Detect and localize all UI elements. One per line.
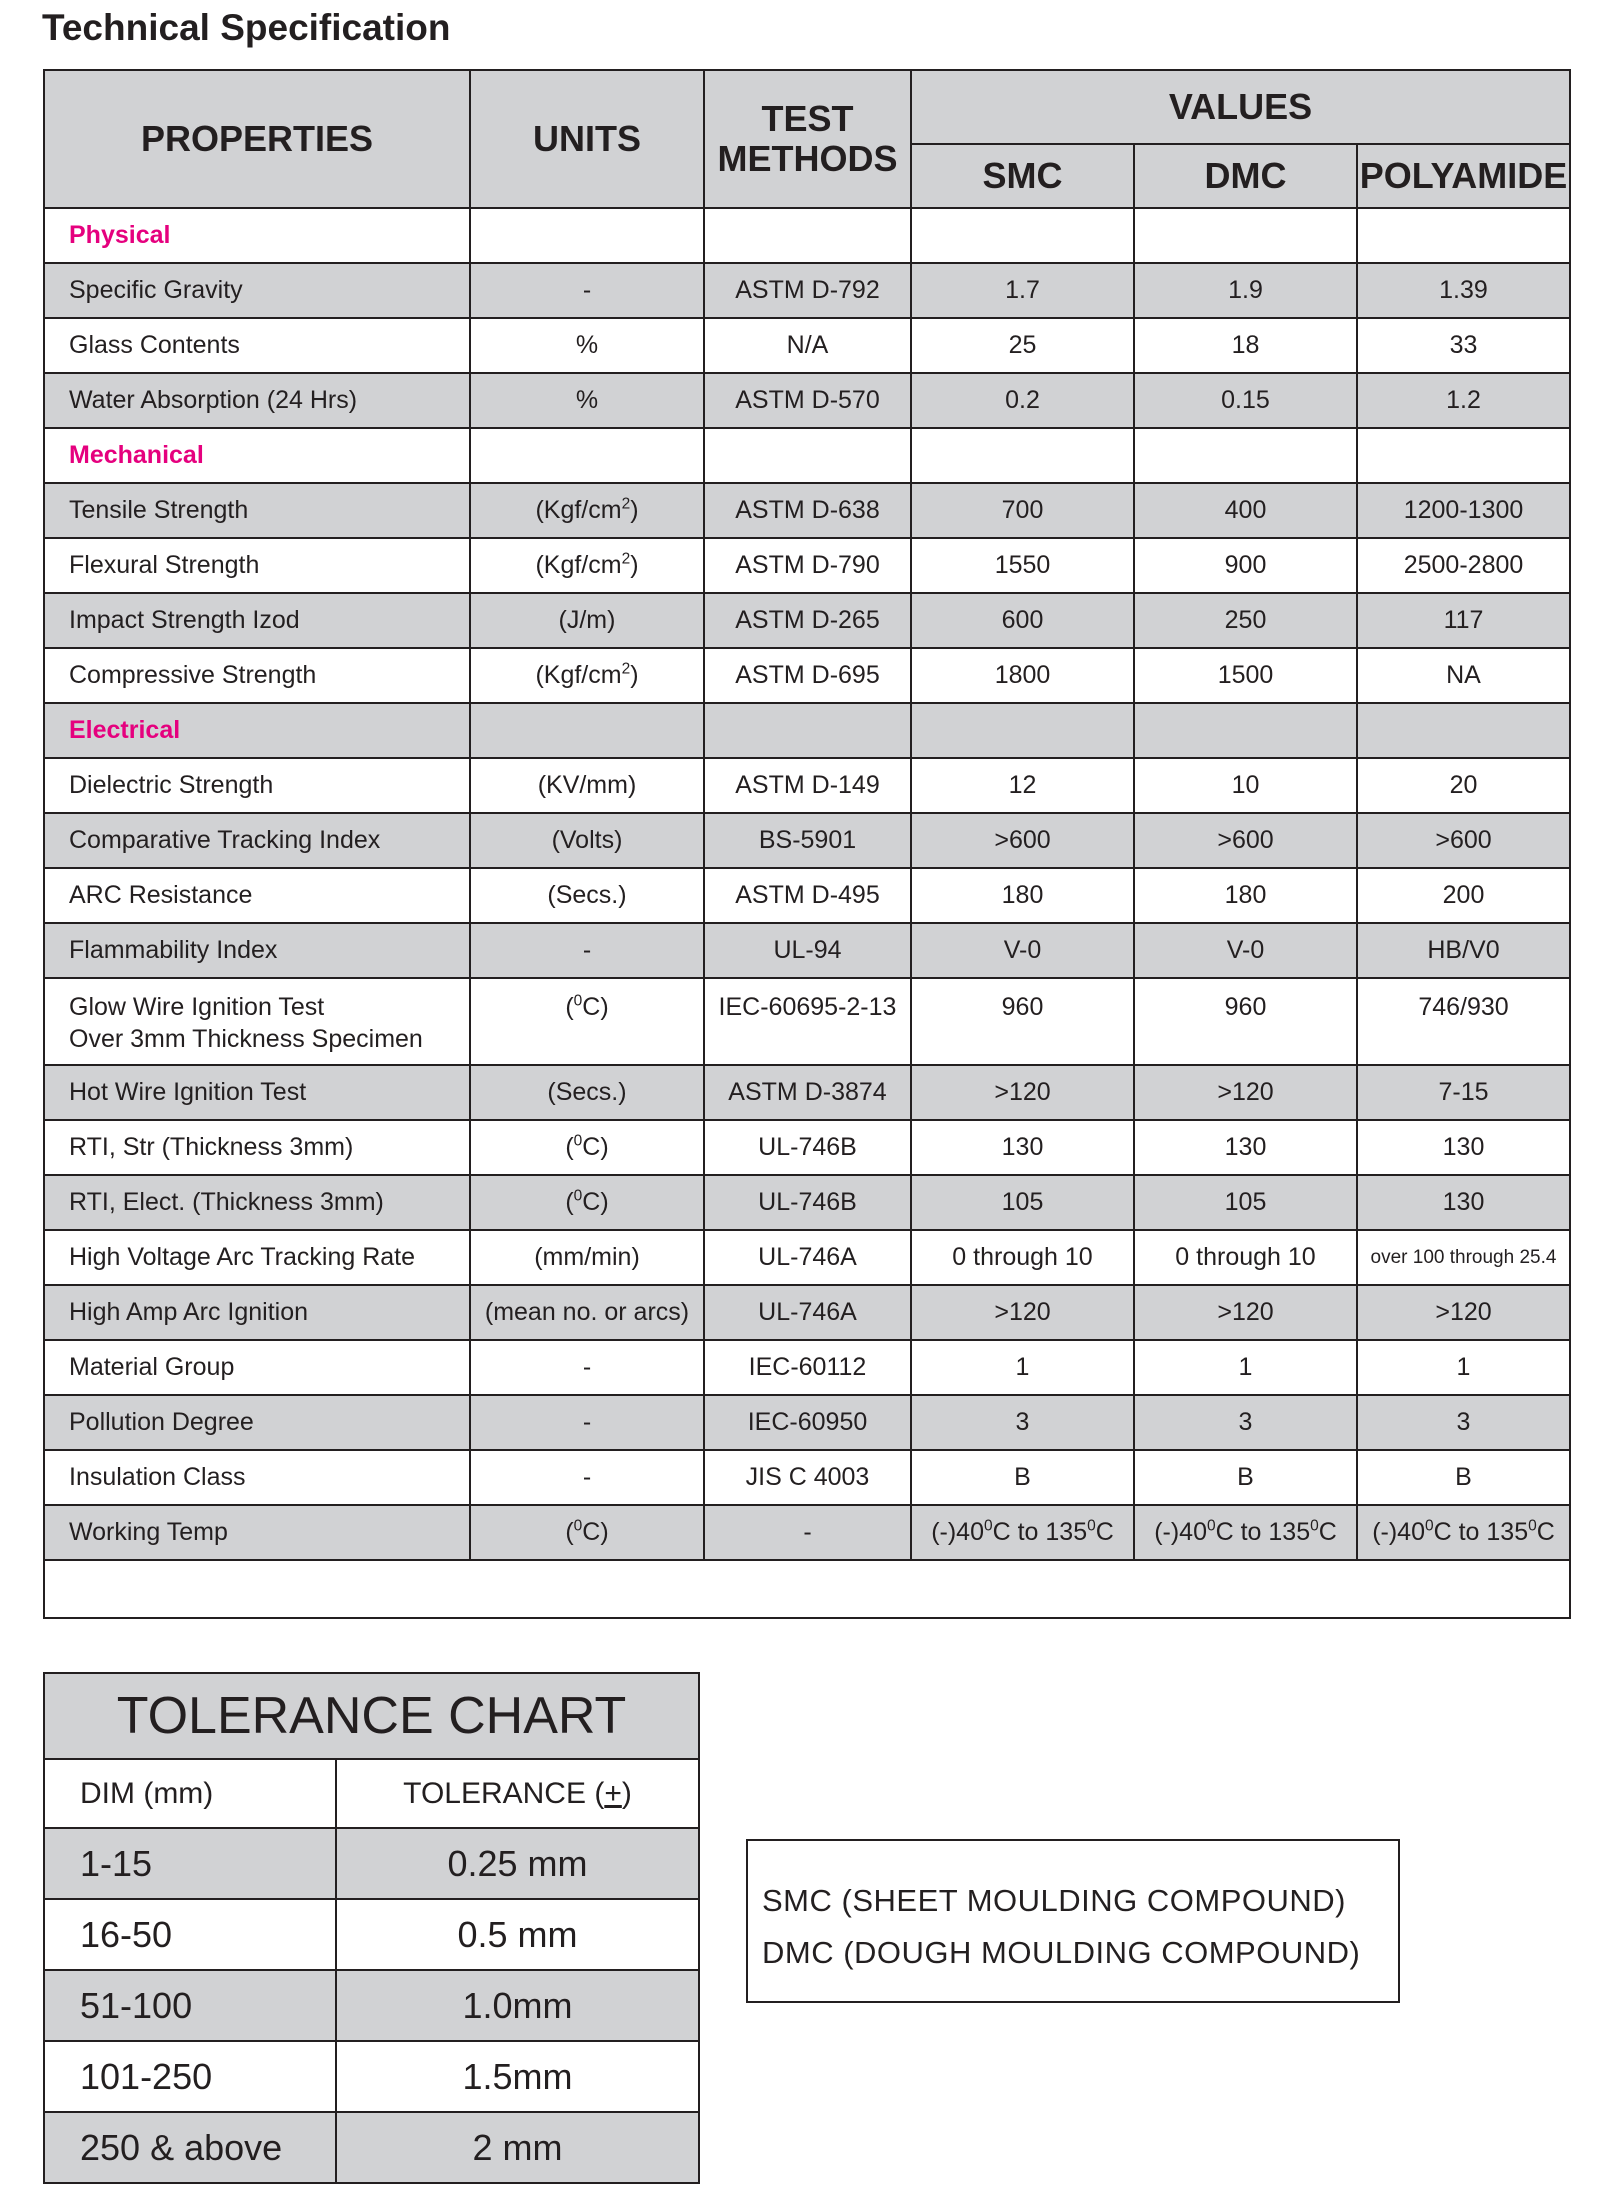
polyamide-cell: $(-)40^0C$ to $135^0C$: [1357, 1505, 1570, 1560]
tolerance-row: [44, 1970, 699, 2041]
dmc-cell: 180: [1134, 868, 1357, 923]
tolerance-row: [44, 2112, 699, 2183]
header-dmc: DMC: [1134, 144, 1357, 208]
property-cell: High Voltage Arc Tracking Rate: [44, 1230, 470, 1285]
method-cell: ASTM D-495: [704, 868, 911, 923]
polyamide-cell: 117: [1357, 593, 1570, 648]
plus-minus-symbol: +: [604, 1776, 622, 1810]
tolerance-row: [44, 2041, 699, 2112]
table-row: [44, 538, 1570, 593]
method-cell: JIS C 4003: [704, 1450, 911, 1505]
polyamide-cell: 1.39: [1357, 263, 1570, 318]
polyamide-cell: B: [1357, 1450, 1570, 1505]
tolerance-chart-title: TOLERANCE CHART: [44, 1673, 699, 1759]
units-cell: ($^0$C): [470, 1120, 704, 1175]
dmc-cell: 3: [1134, 1395, 1357, 1450]
table-row: [44, 1340, 1570, 1395]
table-row: [44, 593, 1570, 648]
property-cell: ARC Resistance: [44, 868, 470, 923]
property-cell: Impact Strength Izod: [44, 593, 470, 648]
method-cell: BS-5901: [704, 813, 911, 868]
property-cell: Dielectric Strength: [44, 758, 470, 813]
units-cell: (Secs.): [470, 1065, 704, 1120]
dmc-cell: $(-)40^0C$ to $135^0C$: [1134, 1505, 1357, 1560]
smc-cell: >120: [911, 1285, 1134, 1340]
polyamide-cell: 130: [1357, 1120, 1570, 1175]
units-cell: -: [470, 1340, 704, 1395]
polyamide-cell: >600: [1357, 813, 1570, 868]
smc-cell: 700: [911, 483, 1134, 538]
smc-cell: B: [911, 1450, 1134, 1505]
property-cell: Compressive Strength: [44, 648, 470, 703]
method-cell: IEC-60695-2-13: [704, 978, 911, 1065]
dmc-cell: 10: [1134, 758, 1357, 813]
header-smc: SMC: [911, 144, 1134, 208]
polyamide-cell: 1.2: [1357, 373, 1570, 428]
polyamide-cell: 33: [1357, 318, 1570, 373]
dmc-cell: 130: [1134, 1120, 1357, 1175]
smc-cell: 0 through 10: [911, 1230, 1134, 1285]
polyamide-cell: 7-15: [1357, 1065, 1570, 1120]
smc-cell: 1.7: [911, 263, 1134, 318]
method-cell: IEC-60950: [704, 1395, 911, 1450]
property-cell: Water Absorption (24 Hrs): [44, 373, 470, 428]
smc-cell: 0.2: [911, 373, 1134, 428]
tolerance-cell: 0.25 mm: [336, 1828, 699, 1899]
property-cell: Tensile Strength: [44, 483, 470, 538]
polyamide-cell: over 100 through 25.4: [1357, 1230, 1570, 1285]
units-cell: (Secs.): [470, 868, 704, 923]
smc-cell: 180: [911, 868, 1134, 923]
table-row: [44, 1450, 1570, 1505]
units-cell: $(Kgf/cm^2)$: [470, 483, 704, 538]
smc-cell: >120: [911, 1065, 1134, 1120]
polyamide-cell: 746/930: [1357, 978, 1570, 1065]
units-cell: (KV/mm): [470, 758, 704, 813]
smc-definition: SMC (SHEET MOULDING COMPOUND): [762, 1883, 1347, 1918]
dmc-cell: 400: [1134, 483, 1357, 538]
dmc-cell: >600: [1134, 813, 1357, 868]
smc-cell: 1800: [911, 648, 1134, 703]
dmc-cell: 250: [1134, 593, 1357, 648]
smc-cell: 1550: [911, 538, 1134, 593]
header-polyamide: POLYAMIDE: [1357, 144, 1570, 208]
header-values: VALUES: [911, 70, 1570, 144]
property-cell: Flexural Strength: [44, 538, 470, 593]
method-cell: UL-746B: [704, 1175, 911, 1230]
smc-cell: 105: [911, 1175, 1134, 1230]
units-cell: (mm/min): [470, 1230, 704, 1285]
units-cell: ($^0$C): [470, 1505, 704, 1560]
property-cell: Working Temp: [44, 1505, 470, 1560]
dmc-cell: 900: [1134, 538, 1357, 593]
section-row: [44, 208, 1570, 263]
section-row: [44, 428, 1570, 483]
header-test-methods: TEST METHODS: [704, 70, 911, 208]
smc-cell: >600: [911, 813, 1134, 868]
smc-cell: 25: [911, 318, 1134, 373]
section-mechanical: Mechanical: [44, 428, 470, 483]
dim-cell: 51-100: [44, 1970, 336, 2041]
property-cell: Pollution Degree: [44, 1395, 470, 1450]
table-row: [44, 758, 1570, 813]
polyamide-cell: 1: [1357, 1340, 1570, 1395]
smc-cell: 3: [911, 1395, 1134, 1450]
property-cell: RTI, Elect. (Thickness 3mm): [44, 1175, 470, 1230]
polyamide-cell: 2500-2800: [1357, 538, 1570, 593]
smc-cell: 600: [911, 593, 1134, 648]
method-cell: ASTM D-570: [704, 373, 911, 428]
table-row: [44, 1175, 1570, 1230]
method-cell: ASTM D-265: [704, 593, 911, 648]
dmc-cell: 1500: [1134, 648, 1357, 703]
dmc-cell: B: [1134, 1450, 1357, 1505]
table-row: [44, 318, 1570, 373]
method-cell: ASTM D-638: [704, 483, 911, 538]
method-cell: -: [704, 1505, 911, 1560]
dmc-cell: 1.9: [1134, 263, 1357, 318]
smc-cell: V-0: [911, 923, 1134, 978]
smc-cell: 12: [911, 758, 1134, 813]
tolerance-cell: 1.0mm: [336, 1970, 699, 2041]
tolerance-row: [44, 1828, 699, 1899]
property-cell: High Amp Arc Ignition: [44, 1285, 470, 1340]
dim-cell: 1-15: [44, 1828, 336, 1899]
units-cell: %: [470, 373, 704, 428]
dmc-cell: 1: [1134, 1340, 1357, 1395]
tolerance-header: TOLERANCE (+): [336, 1759, 699, 1828]
smc-cell: $(-)40^0C$ to $135^0C$: [911, 1505, 1134, 1560]
page-title: Technical Specification: [42, 7, 451, 48]
method-cell: ASTM D-792: [704, 263, 911, 318]
tolerance-row: [44, 1899, 699, 1970]
dmc-cell: 0.15: [1134, 373, 1357, 428]
polyamide-cell: 3: [1357, 1395, 1570, 1450]
method-cell: UL-746A: [704, 1285, 911, 1340]
property-cell: Specific Gravity: [44, 263, 470, 318]
table-row: [44, 1505, 1570, 1560]
method-cell: UL-746A: [704, 1230, 911, 1285]
table-row: [44, 1395, 1570, 1450]
property-cell: Material Group: [44, 1340, 470, 1395]
method-cell: UL-746B: [704, 1120, 911, 1175]
header-units: UNITS: [470, 70, 704, 208]
dmc-cell: 105: [1134, 1175, 1357, 1230]
polyamide-cell: >120: [1357, 1285, 1570, 1340]
method-cell: ASTM D-149: [704, 758, 911, 813]
units-cell: %: [470, 318, 704, 373]
units-cell: ($^0$C): [470, 1175, 704, 1230]
method-cell: N/A: [704, 318, 911, 373]
table-row: [44, 868, 1570, 923]
polyamide-cell: 1200-1300: [1357, 483, 1570, 538]
smc-cell: 130: [911, 1120, 1134, 1175]
polyamide-cell: NA: [1357, 648, 1570, 703]
units-cell: -: [470, 1450, 704, 1505]
dmc-cell: 0 through 10: [1134, 1230, 1357, 1285]
dim-cell: 101-250: [44, 2041, 336, 2112]
specification-table: [43, 69, 1571, 1619]
table-row: [44, 483, 1570, 538]
section-row: [44, 703, 1570, 758]
dmc-cell: 960: [1134, 978, 1357, 1065]
dmc-cell: >120: [1134, 1285, 1357, 1340]
units-cell: -: [470, 1395, 704, 1450]
smc-cell: 960: [911, 978, 1134, 1065]
dmc-cell: >120: [1134, 1065, 1357, 1120]
dmc-cell: 18: [1134, 318, 1357, 373]
table-row: [44, 978, 1570, 1065]
table-row: [44, 1285, 1570, 1340]
dim-cell: 250 & above: [44, 2112, 336, 2183]
property-cell: Hot Wire Ignition Test: [44, 1065, 470, 1120]
method-cell: ASTM D-3874: [704, 1065, 911, 1120]
units-cell: (J/m): [470, 593, 704, 648]
units-cell: $(Kgf/cm^2)$: [470, 538, 704, 593]
header-properties: PROPERTIES: [44, 70, 470, 208]
section-electrical: Electrical: [44, 703, 470, 758]
table-row: [44, 923, 1570, 978]
units-cell: $(Kgf/cm^2)$: [470, 648, 704, 703]
property-cell: RTI, Str (Thickness 3mm): [44, 1120, 470, 1175]
dim-cell: 16-50: [44, 1899, 336, 1970]
tolerance-cell: 0.5 mm: [336, 1899, 699, 1970]
units-cell: -: [470, 263, 704, 318]
property-cell: Flammability Index: [44, 923, 470, 978]
table-row: [44, 1065, 1570, 1120]
property-cell: Comparative Tracking Index: [44, 813, 470, 868]
tolerance-chart: [43, 1672, 700, 2184]
property-cell: Insulation Class: [44, 1450, 470, 1505]
polyamide-cell: 20: [1357, 758, 1570, 813]
abbreviation-legend: [746, 1839, 1400, 2003]
method-cell: UL-94: [704, 923, 911, 978]
section-physical: Physical: [44, 208, 470, 263]
tolerance-cell: 2 mm: [336, 2112, 699, 2183]
tolerance-cell: 1.5mm: [336, 2041, 699, 2112]
units-cell: -: [470, 923, 704, 978]
table-row: [44, 813, 1570, 868]
table-row: [44, 373, 1570, 428]
method-cell: ASTM D-695: [704, 648, 911, 703]
dim-header: DIM (mm): [44, 1759, 336, 1828]
polyamide-cell: 130: [1357, 1175, 1570, 1230]
dmc-cell: V-0: [1134, 923, 1357, 978]
property-cell: Glass Contents: [44, 318, 470, 373]
table-row: [44, 1120, 1570, 1175]
units-cell: (Volts): [470, 813, 704, 868]
smc-cell: 1: [911, 1340, 1134, 1395]
property-cell: Glow Wire Ignition Test Over 3mm Thickness Specimen: [44, 978, 470, 1065]
method-cell: ASTM D-790: [704, 538, 911, 593]
method-cell: IEC-60112: [704, 1340, 911, 1395]
blank-row: [44, 1560, 1570, 1618]
polyamide-cell: HB/V0: [1357, 923, 1570, 978]
table-row: [44, 648, 1570, 703]
units-cell: ($^0$C): [470, 978, 704, 1065]
table-row: [44, 1230, 1570, 1285]
polyamide-cell: 200: [1357, 868, 1570, 923]
table-row: [44, 263, 1570, 318]
units-cell: (mean no. or arcs): [470, 1285, 704, 1340]
dmc-definition: DMC (DOUGH MOULDING COMPOUND): [762, 1935, 1361, 1970]
